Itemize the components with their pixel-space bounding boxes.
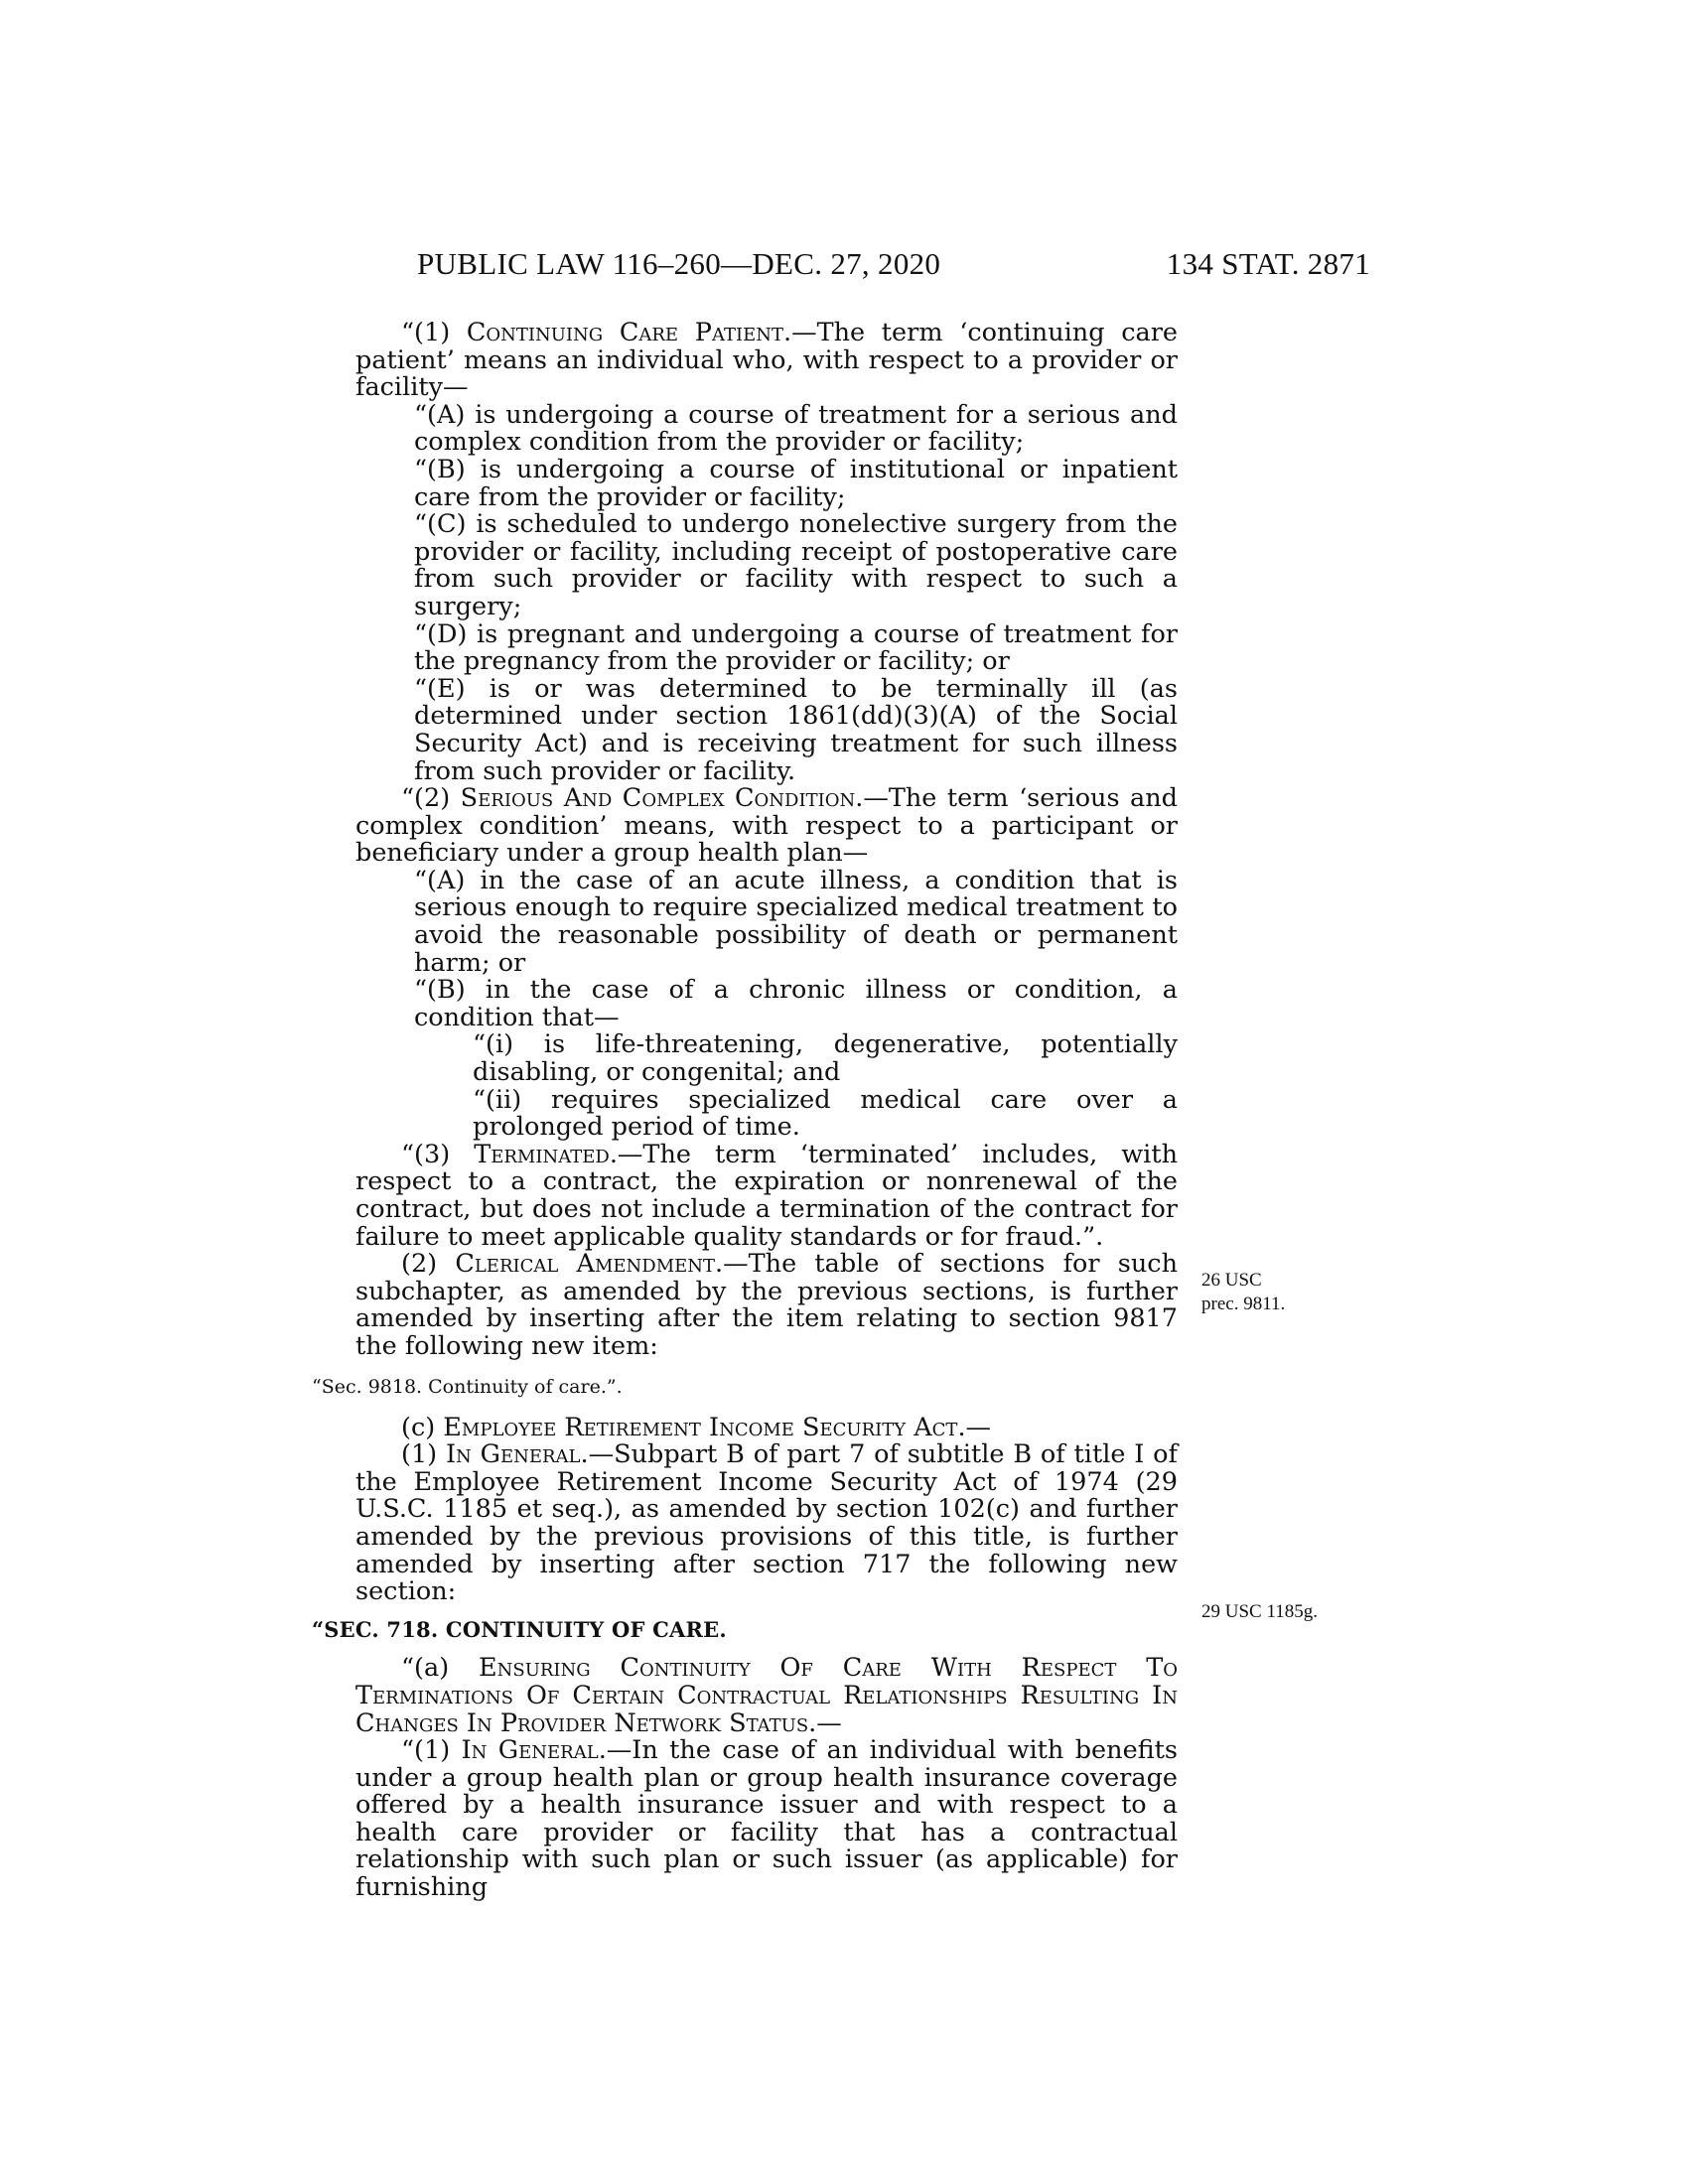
paragraph-designation: “(a) bbox=[401, 1653, 480, 1684]
provision-paragraph bbox=[355, 1412, 1178, 1442]
erisa-amendment-block bbox=[355, 1412, 1178, 1607]
margin-note-29-usc: 29 USC 1185g. bbox=[1201, 1601, 1319, 1622]
section-heading: “SEC. 718. CONTINUITY OF CARE. bbox=[312, 1616, 727, 1642]
paragraph-heading: Serious And Complex Condition bbox=[460, 783, 856, 814]
paragraph-text: “(ii) requires specialized medical care over a prolonged period of time. bbox=[473, 1084, 1178, 1143]
public-law-citation: PUBLIC LAW 116–260—DEC. 27, 2020 bbox=[417, 246, 941, 281]
paragraph-text: .—The term ‘terminated’ includes, with respect to a contract, the expiration or nonrenewal of the contract, but does not include a termination of the contract for failure to meet applicable quality standards or for fraud.”. bbox=[355, 1139, 1178, 1252]
paragraph-text: .— bbox=[808, 1707, 842, 1738]
provision-paragraph bbox=[355, 1655, 1178, 1737]
paragraph-heading: Clerical Amendment bbox=[455, 1249, 716, 1280]
paragraph-designation: (c) bbox=[401, 1412, 444, 1442]
provision-paragraph bbox=[355, 454, 1178, 512]
table-of-sections-item: “Sec. 9818. Continuity of care.”. bbox=[312, 1375, 623, 1398]
margin-note-26-usc bbox=[1201, 1269, 1285, 1316]
paragraph-heading: Continuing Care Patient bbox=[466, 318, 783, 347]
provision-paragraph bbox=[355, 977, 1178, 1031]
provision-paragraph bbox=[355, 1251, 1178, 1360]
paragraph-text: “(A) in the case of an acute illness, a condition that is serious enough to require specialized medical treatment to avoid the reasonable possibility of death or permanent harm; or bbox=[414, 865, 1178, 978]
provision-paragraph bbox=[355, 1139, 1178, 1252]
provision-paragraph bbox=[355, 785, 1178, 868]
provision-paragraph bbox=[355, 1031, 1178, 1086]
paragraph-text: .— bbox=[957, 1412, 992, 1442]
provision-paragraph bbox=[355, 399, 1178, 458]
paragraph-text: “(D) is pregnant and undergoing a course of treatment for the pregnancy from the provider or facility; or bbox=[414, 618, 1178, 677]
margin-note-line: prec. 9811. bbox=[1201, 1294, 1286, 1314]
paragraph-text: “(E) is or was determined to be terminally ill (as determined under section 1861(dd)(3)(A) of the Social Security Act) and is receiving treatment for such illness from such provider or facility. bbox=[414, 673, 1178, 786]
paragraph-text: “(A) is undergoing a course of treatment for a serious and complex condition from the provider or facility; bbox=[414, 399, 1178, 458]
continuity-of-care-block bbox=[355, 1655, 1178, 1901]
paragraph-text: .—The table of sections for such subchapter, as amended by the previous sections, is further amended by inserting after the item relating to section 9817 the following new item: bbox=[355, 1249, 1178, 1361]
paragraph-text: “(B) is undergoing a course of institutional or inpatient care from the provider or facility; bbox=[414, 454, 1178, 512]
provision-paragraph bbox=[355, 865, 1178, 978]
paragraph-designation: “(3) bbox=[401, 1139, 475, 1169]
paragraph-designation: (2) bbox=[401, 1249, 456, 1280]
paragraph-text: “(i) is life-threatening, degenerative, potentially disabling, or congenital; and bbox=[473, 1029, 1178, 1088]
paragraph-designation: “(1) bbox=[401, 318, 467, 347]
provision-paragraph bbox=[355, 1084, 1178, 1143]
paragraph-heading: Ensuring Continuity Of Care With Respect To Terminations Of Certain Contractual Relationships Resulting In Changes In Provider Network Status bbox=[355, 1653, 1178, 1738]
paragraph-designation: “(2) bbox=[401, 783, 461, 814]
paragraph-text: .—The term ‘continuing care patient’ means an individual who, with respect to a provider or facility— bbox=[355, 318, 1178, 403]
running-header bbox=[417, 246, 1370, 286]
paragraph-designation: (1) bbox=[401, 1439, 446, 1470]
provision-paragraph bbox=[355, 1737, 1178, 1902]
paragraph-text: .—In the case of an individual with benefits under a group health plan or group health insurance coverage offered by a health insurance issuer and with respect to a health care provider or facility that has a contractual relationship with such plan or such issuer (as applicable) for furnishing bbox=[355, 1735, 1179, 1903]
paragraph-heading: In General bbox=[445, 1439, 581, 1470]
provision-paragraph bbox=[355, 673, 1178, 786]
paragraph-text: “(B) in the case of a chronic illness or condition, a condition that— bbox=[414, 975, 1178, 1032]
definitions-block bbox=[355, 320, 1178, 1361]
paragraph-text: .—Subpart B of part 7 of subtitle B of title I of the Employee Retirement Income Security Act of 1974 (29 U.S.C. 1185 et seq.), as amended by section 102(c) and further amended by the previous provisions of this title, is further amended by inserting after section 717 the following new section: bbox=[355, 1439, 1178, 1607]
page-body bbox=[312, 318, 1179, 1903]
paragraph-designation: “(1) bbox=[401, 1735, 462, 1766]
margin-note-line: 26 USC bbox=[1201, 1270, 1262, 1291]
paragraph-text: .—The term ‘serious and complex condition’ means, with respect to a participant or beneficiary under a group health plan— bbox=[355, 783, 1179, 869]
provision-paragraph bbox=[355, 618, 1178, 677]
paragraph-heading: Employee Retirement Income Security Act bbox=[443, 1412, 958, 1442]
stat-page-number: 134 STAT. 2871 bbox=[1166, 246, 1370, 281]
provision-paragraph bbox=[355, 1441, 1178, 1606]
provision-paragraph bbox=[355, 320, 1178, 402]
provision-paragraph bbox=[355, 511, 1178, 620]
paragraph-heading: Terminated bbox=[474, 1139, 610, 1169]
paragraph-heading: In General bbox=[461, 1735, 599, 1766]
paragraph-text: “(C) is scheduled to undergo nonelective surgery from the provider or facility, including receipt of postoperative care from such provider or facility with respect to such a surgery; bbox=[414, 509, 1178, 621]
